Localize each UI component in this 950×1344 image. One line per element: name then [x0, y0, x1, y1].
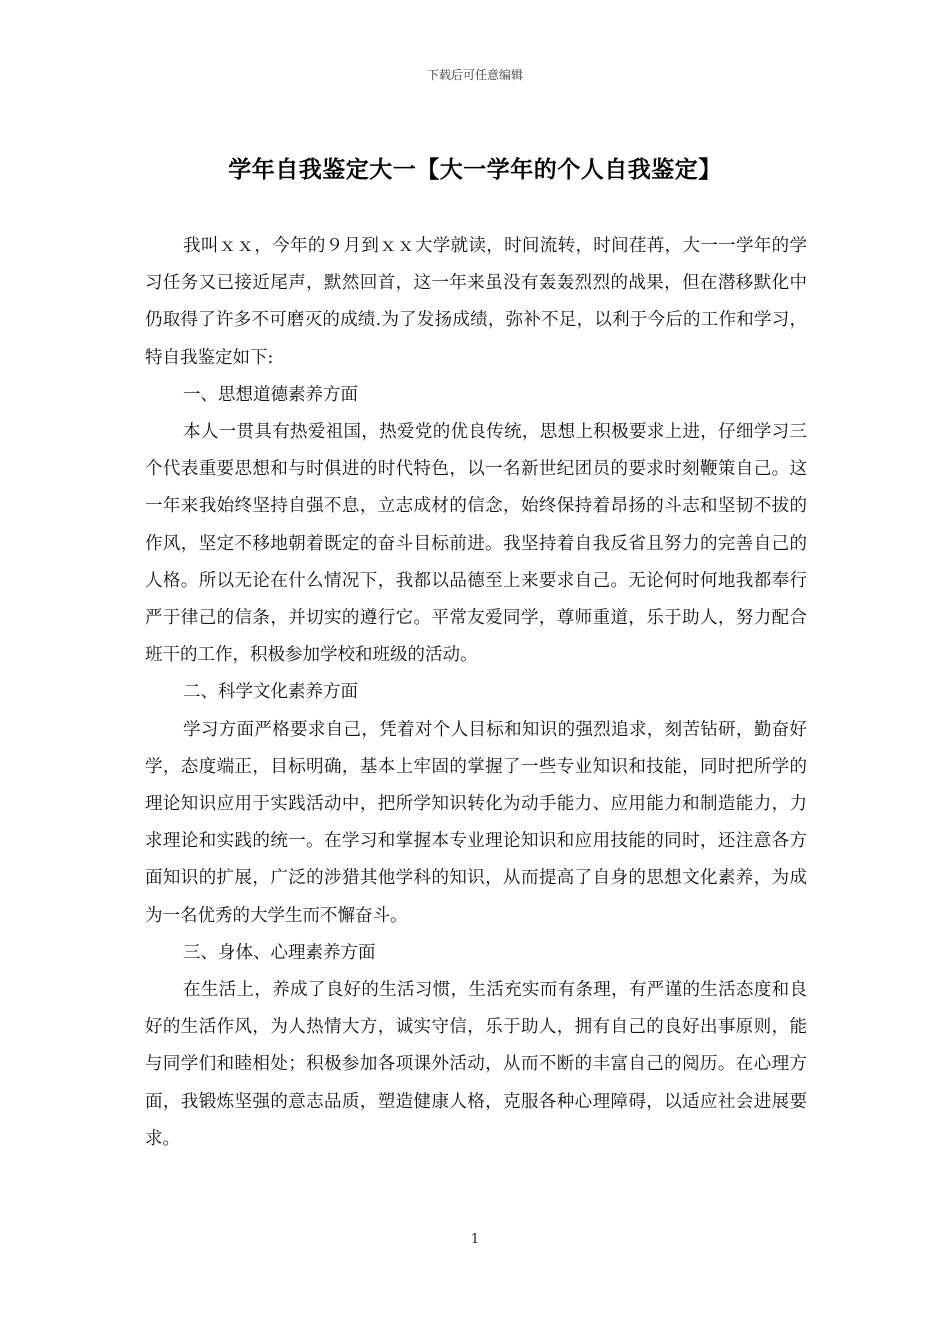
section-heading-body-mind: 三、身体、心理素养方面: [183, 942, 376, 963]
intro-paragraph: 我叫ｘｘ，今年的９月到ｘｘ大学就读，时间流转，时间荏苒，大一一学年的学习任务又已接近尾声，默然回首，这一年来虽没有轰轰烈烈的战果，但在潜移默化中仍取得了许多不可磨灭的成绩.为了发扬成绩，弥补不足，以利于今后的工作和学习，特自我鉴定如下:: [145, 236, 807, 368]
body-mind-paragraph: 在生活上，养成了良好的生活习惯，生活充实而有条理，有严谨的生活态度和良好的生活作风，为人热情大方，诚实守信，乐于助人，拥有自己的良好出事原则，能与同学们和睦相处；积极参加各项课外活动，从而不断的丰富自己的阅历。在心理方面，我锻炼坚强的意志品质，塑造健康人格，克服各种心理障碍，以适应社会进展要求。: [145, 980, 807, 1149]
ideology-paragraph: 本人一贯具有热爱祖国，热爱党的优良传统，思想上积极要求上进，仔细学习三个代表重要思想和与时俱进的时代特色，以一名新世纪团员的要求时刻鞭策自己。这一年来我始终坚持自强不息，立志成材的信念，始终保持着昂扬的斗志和坚韧不拔的作风，坚定不移地朝着既定的奋斗目标前进。我坚持着自我反省且努力的完善自己的人格。所以无论在什么情况下，我都以品德至上来要求自己。无论何时何地我都奉行严于律己的信条，并切实的遵行它。平常友爱同学，尊师重道，乐于助人，努力配合班干的工作，积极参加学校和班级的活动。: [145, 422, 807, 666]
document-body: [145, 228, 807, 1158]
section-heading-science-culture: 二、科学文化素养方面: [183, 682, 358, 703]
header-note: 下载后可任意编辑: [426, 68, 523, 82]
document-title: 学年自我鉴定大一【大一学年的个人自我鉴定】: [228, 157, 722, 183]
section-heading-ideology: 一、思想道德素养方面: [183, 384, 358, 405]
science-culture-paragraph: 学习方面严格要求自己，凭着对个人目标和知识的强烈追求，刻苦钻研，勤奋好学，态度端正，目标明确，基本上牢固的掌握了一些专业知识和技能，同时把所学的理论知识应用于实践活动中，把所学知识转化为动手能力、应用能力和制造能力，力求理论和实践的统一。在学习和掌握本专业理论知识和应用技能的同时，还注意各方面知识的扩展，广泛的涉猎其他学科的知识，从而提高了自身的思想文化素养，为成为一名优秀的大学生而不懈奋斗。: [145, 719, 807, 926]
page-number: 1: [470, 1232, 480, 1247]
